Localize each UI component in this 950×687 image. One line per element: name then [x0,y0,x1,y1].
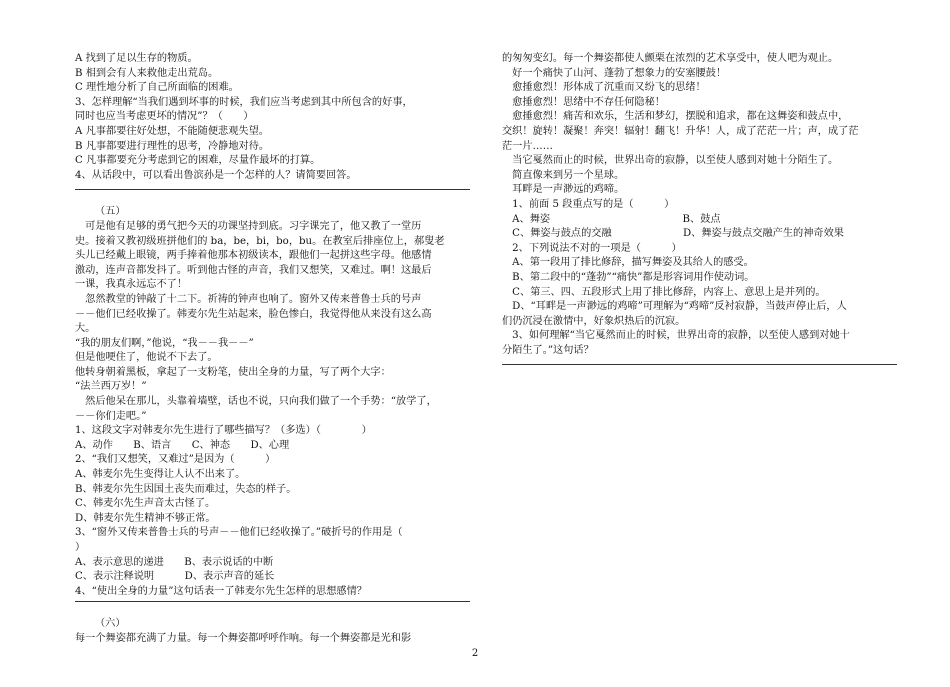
text-line: C、第三、四、五段形式上用了排比修辞，内容上、意思上是并列的。 [502,286,826,298]
right-column [502,52,897,370]
text-line: 好一个痛快了山河、蓬勃了想象力的安塞腰鼓！ [502,67,727,79]
page-number: 2 [471,648,479,659]
text-line: A、表示意思的递进 B、表示说话的中断 [75,556,274,568]
answer-line [75,189,470,190]
text-line: 一课，我真永远忘不了！ [75,279,188,291]
text-line: C 理性地分析了自己所面临的困难。 [75,82,239,94]
text-line: 大。 [75,323,96,335]
text-line: C 凡事都要充分考虑到它的困难，尽量作最坏的打算。 [75,155,321,167]
text-line: B 相到会有人来救他走出荒岛。 [75,67,219,79]
text-line: D、韩麦尔先生精神不够正常。 [75,512,216,524]
text-line: 愈捶愈烈！思绪中不存任何隐秘！ [502,96,665,108]
text-line: A、韩麦尔先生变得让人认不出来了。 [75,469,246,481]
text-line: 1、这段文字对韩麦尔先生进行了哪些描写？（多选）（ ） [75,425,372,437]
text-line: 史。接着又教初级班拼他们的 ba，be，bi，bo，bu。在教室后排座位上，郝叟老 [75,235,445,247]
text-line: 激动，连声音都发抖了。听到他古怪的声音，我们又想笑，又难过。啊！这最后 [75,264,432,276]
left-top-block [75,52,470,183]
text-line: 4、从话段中，可以看出鲁滨孙是一个怎样的人？请简要回答。 [75,169,357,181]
text-line: C、舞姿与鼓点的交融 D、舞姿与鼓点交融产生的神奇效果 [502,228,844,240]
text-line: 耳畔是一声渺远的鸡啼。 [502,184,625,196]
text-line: C、表示注释说明 D、表示声音的延长 [75,571,275,583]
text-line: 每一个舞姿都充满了力量。每一个舞姿都呼呼作响。每一个舞姿都是光和影 [75,632,412,644]
text-line: 可是他有足够的勇气把今天的功课坚持到底。习字课完了，他又教了一堂历 [75,220,422,232]
text-line: 的匆匆变幻。每一个舞姿都使人颤栗在浓烈的艺术享受中，使人吧为观止。 [502,53,839,64]
answer-line [75,601,470,602]
text-line: A、舞姿 B、鼓点 [502,213,721,225]
text-line: B、第二段中的“蓬勃”“痛快”都是形容词用作使动词。 [502,271,755,283]
section-title: （六） [95,618,126,630]
text-line: 3、如何理解“当它戛然而止的时候，世界出奇的寂静，以至使人感到对她十 [502,330,850,342]
text-line: 当它戛然而止的时候，世界出奇的寂静，以至使人感到对她十分陌生了。 [502,155,839,167]
text-line: A、第一段用了排比修辞，描写舞姿及其给人的感受。 [502,257,754,269]
text-line: C、韩麦尔先生声音太古怪了。 [75,498,216,510]
text-line: 2、“我们又想笑，又难过”是因为（ ） [75,454,276,466]
text-line: 们仍沉浸在激情中，好象炽热后的沉寂。 [502,315,686,327]
text-line: 茫一片…… [502,140,553,152]
text-line: B、韩麦尔先生因国土丧失而难过，失态的样子。 [75,483,297,495]
text-line: 简直像来到另一个星球。 [502,169,625,181]
text-line: 3、“窗外又传来普鲁士兵的号声－－他们已经收操了。”破折号的作用是（ [75,527,403,539]
text-line: 但是他哽住了，他说不下去了。 [75,352,218,364]
text-line: “法兰西万岁！” [75,381,147,393]
text-line: 2、下列说法不对的一项是（ ） [502,242,682,254]
text-line: A、动作 B、语言 C、神态 D、心理 [75,439,290,451]
text-line: 同时也应当考虑更坏的情况”？（ ） [75,111,254,123]
text-line: 分陌生了。”这句话？ [502,344,594,356]
text-line: 交织！旋转！凝聚！奔突！辐射！翻飞！升华！人，成了茫茫一片；声，成了茫 [502,125,859,137]
text-line: A 凡事都要往好处想，不能随便悲观失望。 [75,125,269,137]
left-column [75,52,470,647]
text-line: 他转身朝着黑板，拿起了一支粉笔，使出全身的力量，写了两个大字： [75,366,391,378]
text-line: 头儿已经戴上眼镜，两手捧着他那本初级读本，跟他们一起拼这些字母。他感情 [75,250,432,262]
text-line: 愈捶愈烈！形体成了沉重而又纷飞的思绪！ [502,82,706,94]
text-line: B 凡事都要进行理性的思考，冷静地对待。 [75,140,270,152]
text-line: －－你们走吧。” [75,410,147,422]
section-5-block [75,220,470,599]
text-line: 忽然教堂的钟敲了十二下。祈祷的钟声也响了。窗外又传来普鲁士兵的号声 [75,293,422,305]
text-line: A 找到了足以生存的物质。 [75,53,198,64]
text-line: “我的朋友们啊，”他说，“我－－我－－” [75,337,254,349]
section-title: （五） [95,206,126,218]
text-line: 3、怎样理解“当我们遇到坏事的时候，我们应当考虑到其中所包含的好事， [75,96,413,108]
text-line: ） [75,542,86,553]
text-line: 1、前面 5 段重点写的是（ ） [502,198,675,210]
section-6-block [75,632,470,647]
text-line: －－他们已经收操了。韩麦尔先生站起来，脸色惨白，我觉得他从来没有这么高 [75,308,432,320]
answer-line [502,364,897,365]
right-text-block [502,52,897,358]
text-line: D、“耳畔是一声渺远的鸡啼”可理解为“鸡啼”反衬寂静，当鼓声停止后，人 [502,301,847,313]
text-line: 4、“使出全身的力量”这句话表一了韩麦尔先生怎样的思想感情？ [75,585,367,597]
text-line: 愈捶愈烈！痛苦和欢乐，生活和梦幻，摆脱和追求，都在这舞姿和鼓点中， [502,111,849,123]
text-line: 然后他呆在那儿，头靠着墙壁，话也不说，只向我们做了一个手势：“放学了， [75,396,437,408]
